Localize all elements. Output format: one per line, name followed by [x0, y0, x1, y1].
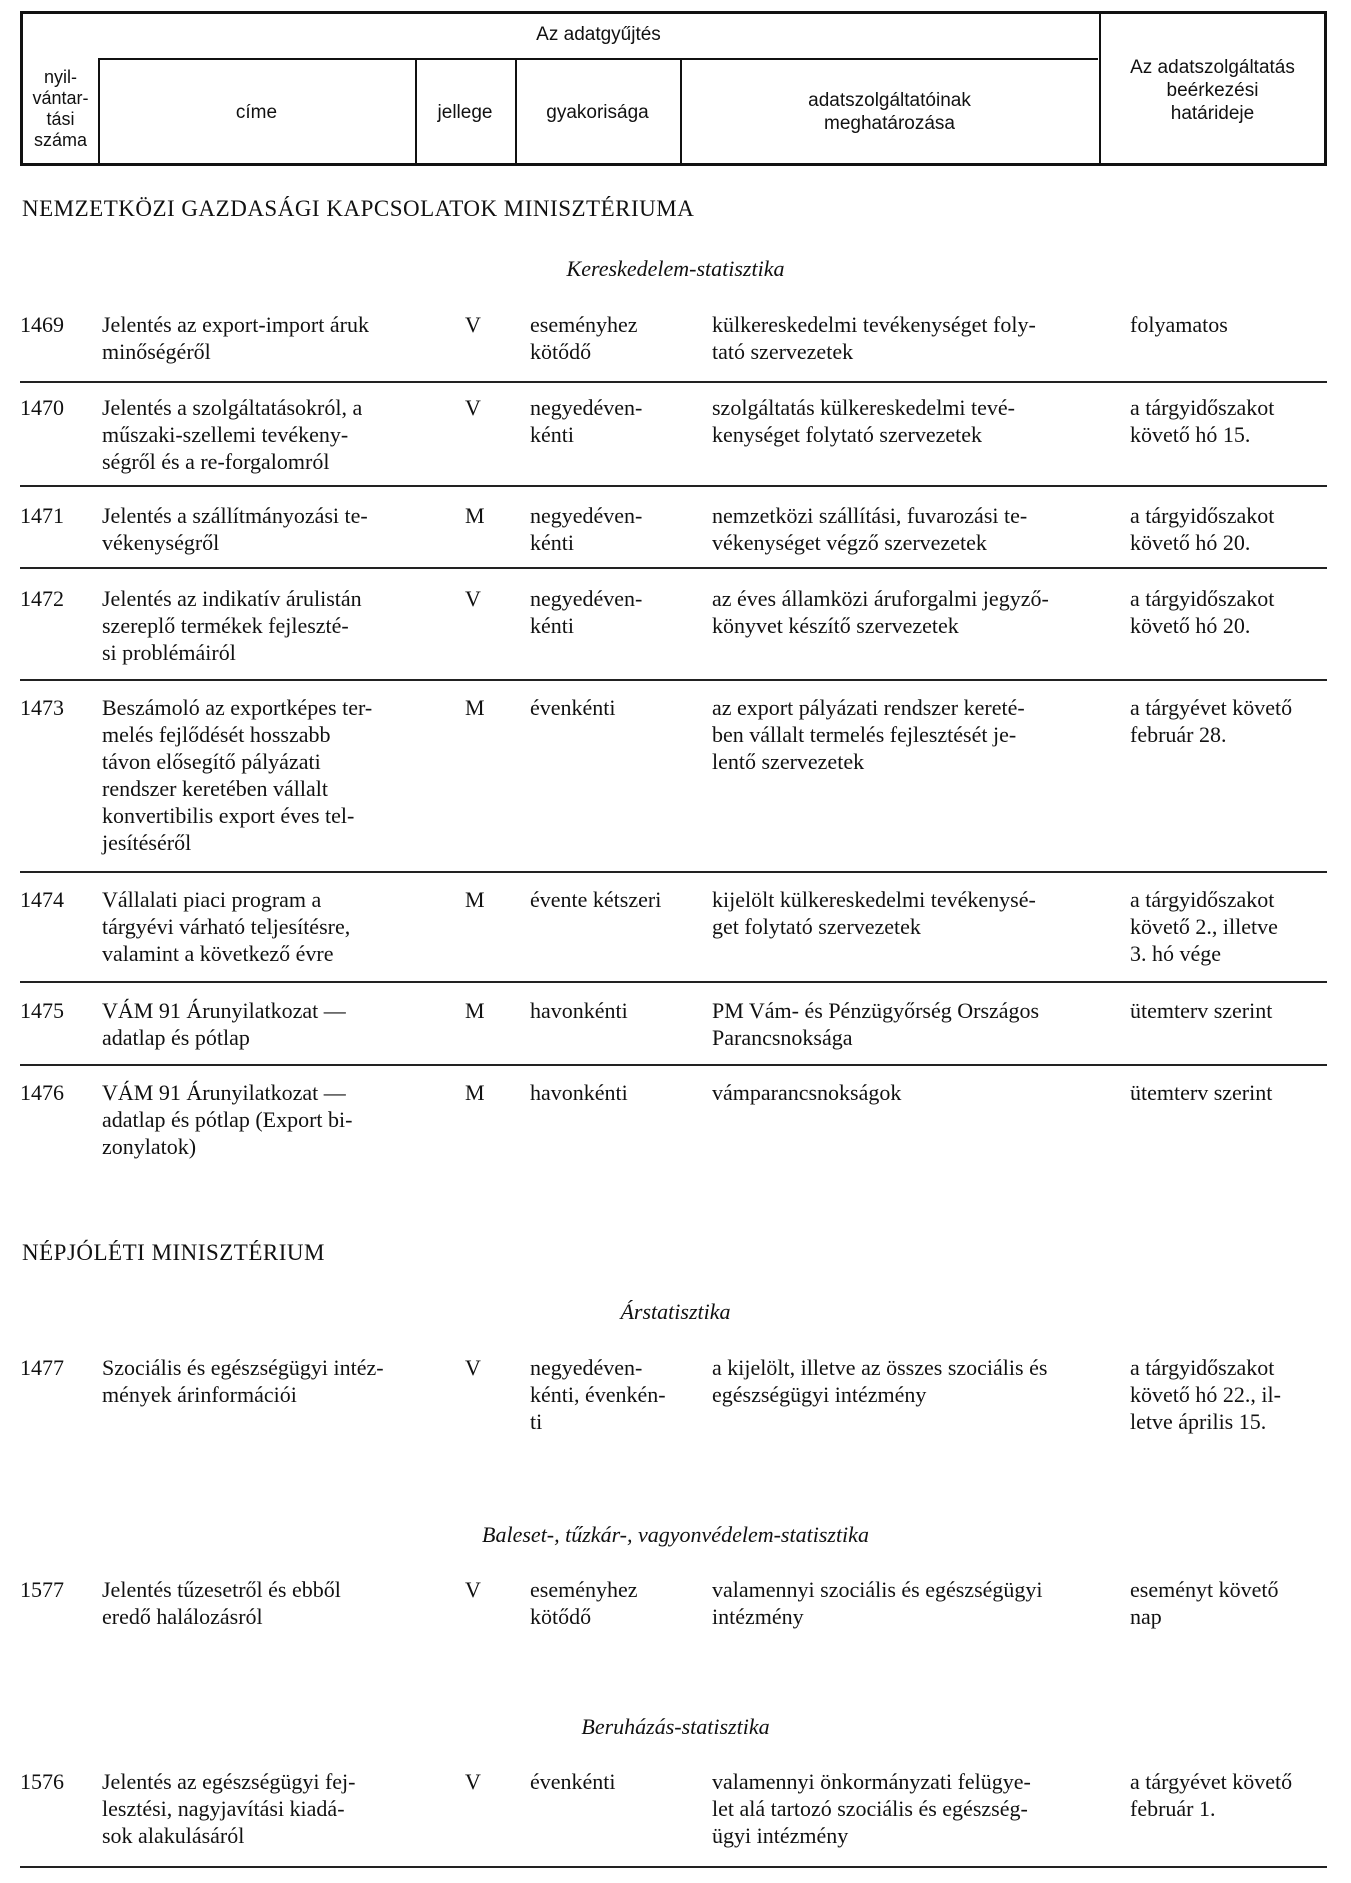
header-col-gyakorisaga: gyakorisága — [546, 102, 649, 123]
row-title: Jelentés tűzesetről és ebből eredő halálozásról — [102, 1577, 341, 1629]
row-divider — [20, 1064, 1327, 1066]
row-jellege: V — [465, 1769, 481, 1794]
table-header — [20, 11, 1327, 166]
row-gyakorisag: évente kétszeri — [530, 887, 662, 912]
row-title: VÁM 91 Árunyilatkozat — adatlap és pótlap (Export bi- zonylatok) — [102, 1080, 353, 1159]
section-title: NEMZETKÖZI GAZDASÁGI KAPCSOLATOK MINISZTÉRIUMA — [22, 196, 695, 221]
row-gyakorisag: havonkénti — [530, 998, 628, 1023]
row-title: Jelentés a szolgáltatásokról, a műszaki-szellemi tevékeny- ségről és a re-forgalomról — [102, 395, 363, 474]
row-hatarido: a tárgyidőszakot követő 2., illetve 3. hó vége — [1130, 887, 1278, 966]
header-divider — [98, 58, 1098, 60]
row-adatszolgaltatok: nemzetközi szállítási, fuvarozási te- vékenységet végző szervezetek — [712, 503, 1028, 555]
row-jellege: M — [465, 503, 485, 528]
row-gyakorisag: évenkénti — [530, 695, 616, 720]
row-adatszolgaltatok: az export pályázati rendszer kereté- ben vállalt termelés fejlesztését je- lentő szervezetek — [712, 695, 1025, 774]
row-title: Jelentés a szállítmányozási te- vékenységről — [102, 503, 368, 555]
row-jellege: M — [465, 998, 485, 1023]
row-jellege: M — [465, 1080, 485, 1105]
row-gyakorisag: negyedéven- kénti, évenkén- ti — [530, 1355, 666, 1434]
row-gyakorisag: eseményhez kötődő — [530, 312, 638, 364]
row-title: Jelentés az egészségügyi fej- lesztési, nagyjavítási kiadá- sok alakulásáról — [102, 1769, 356, 1848]
row-gyakorisag: havonkénti — [530, 1080, 628, 1105]
row-adatszolgaltatok: külkereskedelmi tevékenységet foly- tató szervezetek — [712, 312, 1036, 364]
subsection-title: Árstatisztika — [620, 1299, 731, 1324]
row-divider — [20, 381, 1327, 383]
subsection-title: Kereskedelem-statisztika — [566, 256, 785, 281]
row-divider — [20, 981, 1327, 983]
row-title: Jelentés az export-import áruk minőségéről — [102, 312, 369, 364]
subsection-title: Beruházás-statisztika — [581, 1714, 770, 1739]
section-title: NÉPJÓLÉTI MINISZTÉRIUM — [22, 1240, 325, 1265]
row-title: Beszámoló az exportképes ter- melés fejlődését hosszabb távon elősegítő pályázati rendszer keretében vállalt konvertibilis export éves tel- jesítéséről — [102, 695, 373, 855]
row-number: 1470 — [20, 395, 64, 420]
row-adatszolgaltatok: az éves államközi áruforgalmi jegyző- könyvet készítő szervezetek — [712, 586, 1049, 638]
row-jellege: M — [465, 887, 485, 912]
header-col-hatarido: Az adatszolgáltatás beérkezési határideje — [1130, 57, 1295, 124]
subsection-title: Baleset-, tűzkár-, vagyonvédelem-statisztika — [482, 1522, 869, 1547]
table-row — [20, 311, 1327, 371]
row-number: 1577 — [20, 1577, 64, 1602]
row-number: 1471 — [20, 503, 64, 528]
row-hatarido: eseményt követő nap — [1130, 1577, 1279, 1629]
row-hatarido: a tárgyidőszakot követő hó 20. — [1130, 503, 1275, 555]
row-hatarido: a tárgyévet követő február 28. — [1130, 695, 1293, 747]
row-gyakorisag: negyedéven- kénti — [530, 395, 643, 447]
row-hatarido: folyamatos — [1130, 312, 1228, 337]
row-gyakorisag: negyedéven- kénti — [530, 503, 643, 555]
row-hatarido: a tárgyidőszakot követő hó 20. — [1130, 586, 1275, 638]
row-title: Szociális és egészségügyi intéz- mények árinformációi — [102, 1355, 384, 1407]
row-divider — [20, 1866, 1327, 1868]
row-number: 1472 — [20, 586, 64, 611]
row-divider — [20, 679, 1327, 681]
row-divider — [20, 567, 1327, 569]
row-adatszolgaltatok: valamennyi szociális és egészségügyi intézmény — [712, 1577, 1043, 1629]
row-title: Vállalati piaci program a tárgyévi várható teljesítésre, valamint a következő évre — [102, 887, 351, 966]
row-number: 1576 — [20, 1769, 64, 1794]
row-adatszolgaltatok: a kijelölt, illetve az összes szociális és egészségügyi intézmény — [712, 1355, 1048, 1407]
row-title: Jelentés az indikatív árulistán szereplő termékek fejleszté- si problémáiról — [102, 586, 362, 665]
row-jellege: V — [465, 1577, 481, 1602]
row-number: 1469 — [20, 312, 64, 337]
row-gyakorisag: eseményhez kötődő — [530, 1577, 638, 1629]
row-number: 1474 — [20, 887, 64, 912]
row-title: VÁM 91 Árunyilatkozat — adatlap és pótlap — [102, 998, 346, 1050]
header-col-jellege: jellege — [437, 102, 493, 123]
row-adatszolgaltatok: szolgáltatás külkereskedelmi tevé- kenységet folytató szervezetek — [712, 395, 1015, 447]
row-adatszolgaltatok: PM Vám- és Pénzügyőrség Országos Parancsnoksága — [712, 998, 1040, 1050]
row-jellege: V — [465, 312, 481, 337]
header-col-cime: címe — [235, 102, 278, 123]
row-hatarido: ütemterv szerint — [1130, 998, 1273, 1023]
header-group-label: Az adatgyűjtés — [536, 24, 661, 45]
row-hatarido: a tárgyévet követő február 1. — [1130, 1769, 1293, 1821]
header-col-adatszolgaltatok: adatszolgáltatóinak meghatározása — [808, 90, 971, 134]
row-gyakorisag: évenkénti — [530, 1769, 616, 1794]
header-col-nyilvantartasi-szama: nyil- vántar- tási száma — [32, 67, 89, 150]
row-adatszolgaltatok: vámparancsnokságok — [712, 1080, 902, 1105]
row-adatszolgaltatok: kijelölt külkereskedelmi tevékenysé- get folytató szervezetek — [712, 887, 1036, 939]
row-gyakorisag: negyedéven- kénti — [530, 586, 643, 638]
row-divider — [20, 871, 1327, 873]
row-number: 1475 — [20, 998, 64, 1023]
row-jellege: V — [465, 586, 481, 611]
row-adatszolgaltatok: valamennyi önkormányzati felügye- let alá tartozó szociális és egészség- ügyi intézmény — [712, 1769, 1031, 1848]
row-hatarido: a tárgyidőszakot követő hó 15. — [1130, 395, 1275, 447]
row-jellege: V — [465, 1355, 481, 1380]
row-jellege: V — [465, 395, 481, 420]
row-jellege: M — [465, 695, 485, 720]
row-number: 1476 — [20, 1080, 64, 1105]
row-hatarido: ütemterv szerint — [1130, 1080, 1273, 1105]
row-divider — [20, 485, 1327, 487]
row-hatarido: a tárgyidőszakot követő hó 22., il- letve április 15. — [1130, 1355, 1281, 1434]
row-number: 1477 — [20, 1355, 64, 1380]
row-number: 1473 — [20, 695, 64, 720]
